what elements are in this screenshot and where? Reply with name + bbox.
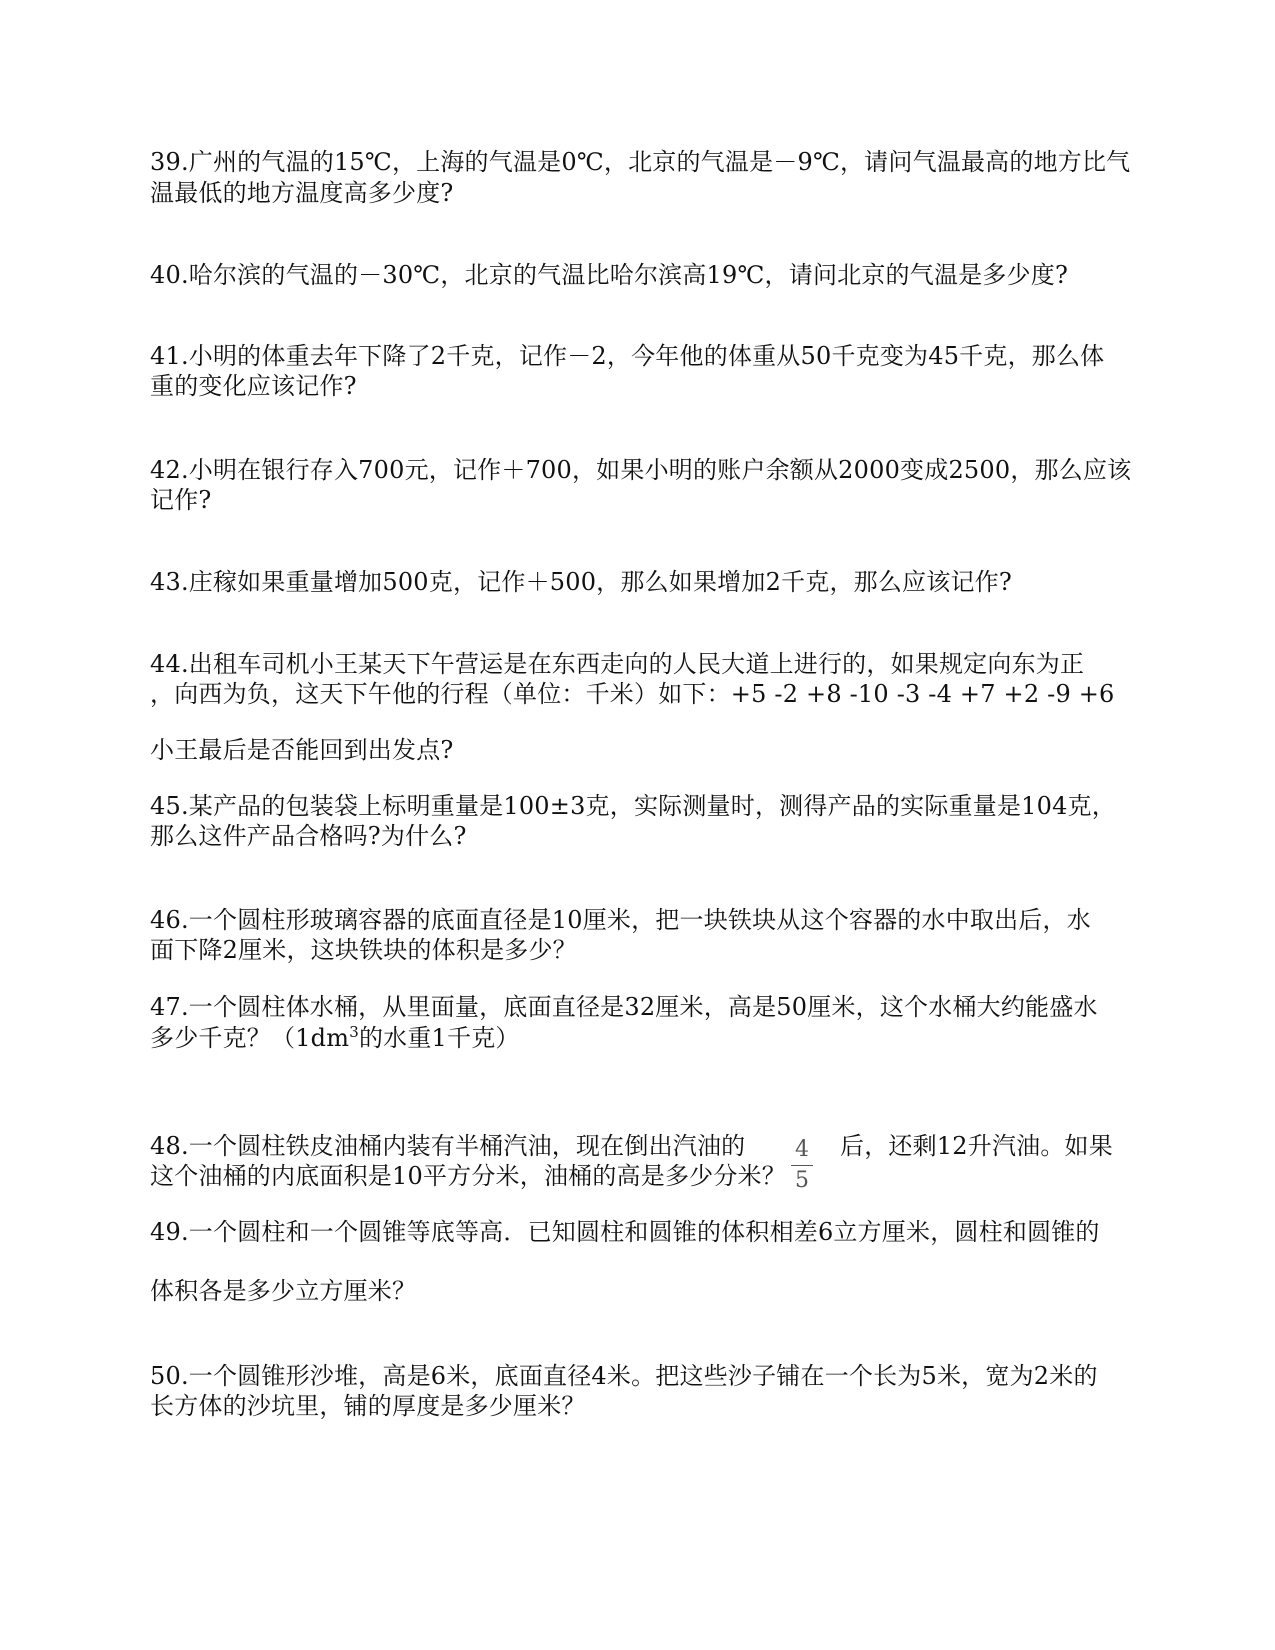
- problem-47-line-2-pre: 多少千克？（1dm: [150, 1024, 350, 1052]
- problem-50-line-1: 50.一个圆锥形沙堆，高是6米，底面直径4米。把这些沙子铺在一个长为5米，宽为2米的: [150, 1362, 1098, 1390]
- problem-39-line-2: 温最低的地方温度高多少度?: [150, 179, 454, 207]
- problem-46-line-1: 46.一个圆柱形玻璃容器的底面直径是10厘米，把一块铁块从这个容器的水中取出后，水: [150, 906, 1091, 934]
- problem-44-line-1: 44.出租车司机小王某天下午营运是在东西走向的人民大道上进行的，如果规定向东为正: [150, 650, 1085, 678]
- fraction: [785, 1138, 819, 1193]
- problem-40-line-1: 40.哈尔滨的气温的－30℃，北京的气温比哈尔滨高19℃，请问北京的气温是多少度?: [150, 261, 1069, 289]
- problem-42-line-2: 记作?: [150, 486, 212, 514]
- problem-48-line-2: 这个油桶的内底面积是10平方分米，油桶的高是多少分米？: [150, 1162, 786, 1190]
- fraction-numerator: 4: [795, 1137, 809, 1162]
- problem-49-line-1: 49.一个圆柱和一个圆锥等底等高．已知圆柱和圆锥的体积相差6立方厘米，圆柱和圆锥的: [150, 1218, 1100, 1246]
- fraction-bar: [791, 1165, 813, 1166]
- problem-47-line-1: 47.一个圆柱体水桶，从里面量，底面直径是32厘米，高是50厘米，这个水桶大约能盛水: [150, 993, 1098, 1021]
- problem-49-line-2: 体积各是多少立方厘米？: [150, 1277, 417, 1305]
- problem-47-line-2-post: 的水重1千克）: [358, 1024, 520, 1052]
- problem-39-line-1: 39.广州的气温的15℃，上海的气温是0℃，北京的气温是－9℃，请问气温最高的地方比气: [150, 148, 1131, 176]
- problem-50-line-2: 长方体的沙坑里，铺的厚度是多少厘米？: [150, 1392, 586, 1420]
- problem-45-line-1: 45.某产品的包装袋上标明重量是100±3克，实际测量时，测得产品的实际重量是104克，: [150, 792, 1116, 820]
- problem-41-line-1: 41.小明的体重去年下降了2千克，记作－2，今年他的体重从50千克变为45千克，那么体: [150, 342, 1105, 370]
- problem-48-line-1-pre: 48.一个圆柱铁皮油桶内装有半桶汽油，现在倒出汽油的: [150, 1132, 746, 1160]
- problem-45-line-2: 那么这件产品合格吗?为什么?: [150, 822, 467, 850]
- problem-41-line-2: 重的变化应该记作?: [150, 372, 357, 400]
- problem-47-line-2: [150, 1022, 520, 1054]
- problem-43-line-1: 43.庄稼如果重量增加500克，记作＋500，那么如果增加2千克，那么应该记作?: [150, 568, 1012, 596]
- problem-44-line-3: 小王最后是否能回到出发点?: [150, 736, 454, 764]
- problem-48-line-1-post: 后，还剩12升汽油。如果: [840, 1132, 1113, 1160]
- problem-47-superscript: 3: [349, 1023, 359, 1041]
- problem-42-line-1: 42.小明在银行存入700元，记作＋700，如果小明的账户余额从2000变成2500，那么应该: [150, 456, 1132, 484]
- fraction-denominator: 5: [795, 1168, 809, 1193]
- problem-44-line-2: ，向西为负，这天下午他的行程（单位：千米）如下：+5 -2 +8 -10 -3 -4 +7 +2 -9 +6: [150, 680, 1115, 708]
- problem-46-line-2: 面下降2厘米，这块铁块的体积是多少？: [150, 936, 577, 964]
